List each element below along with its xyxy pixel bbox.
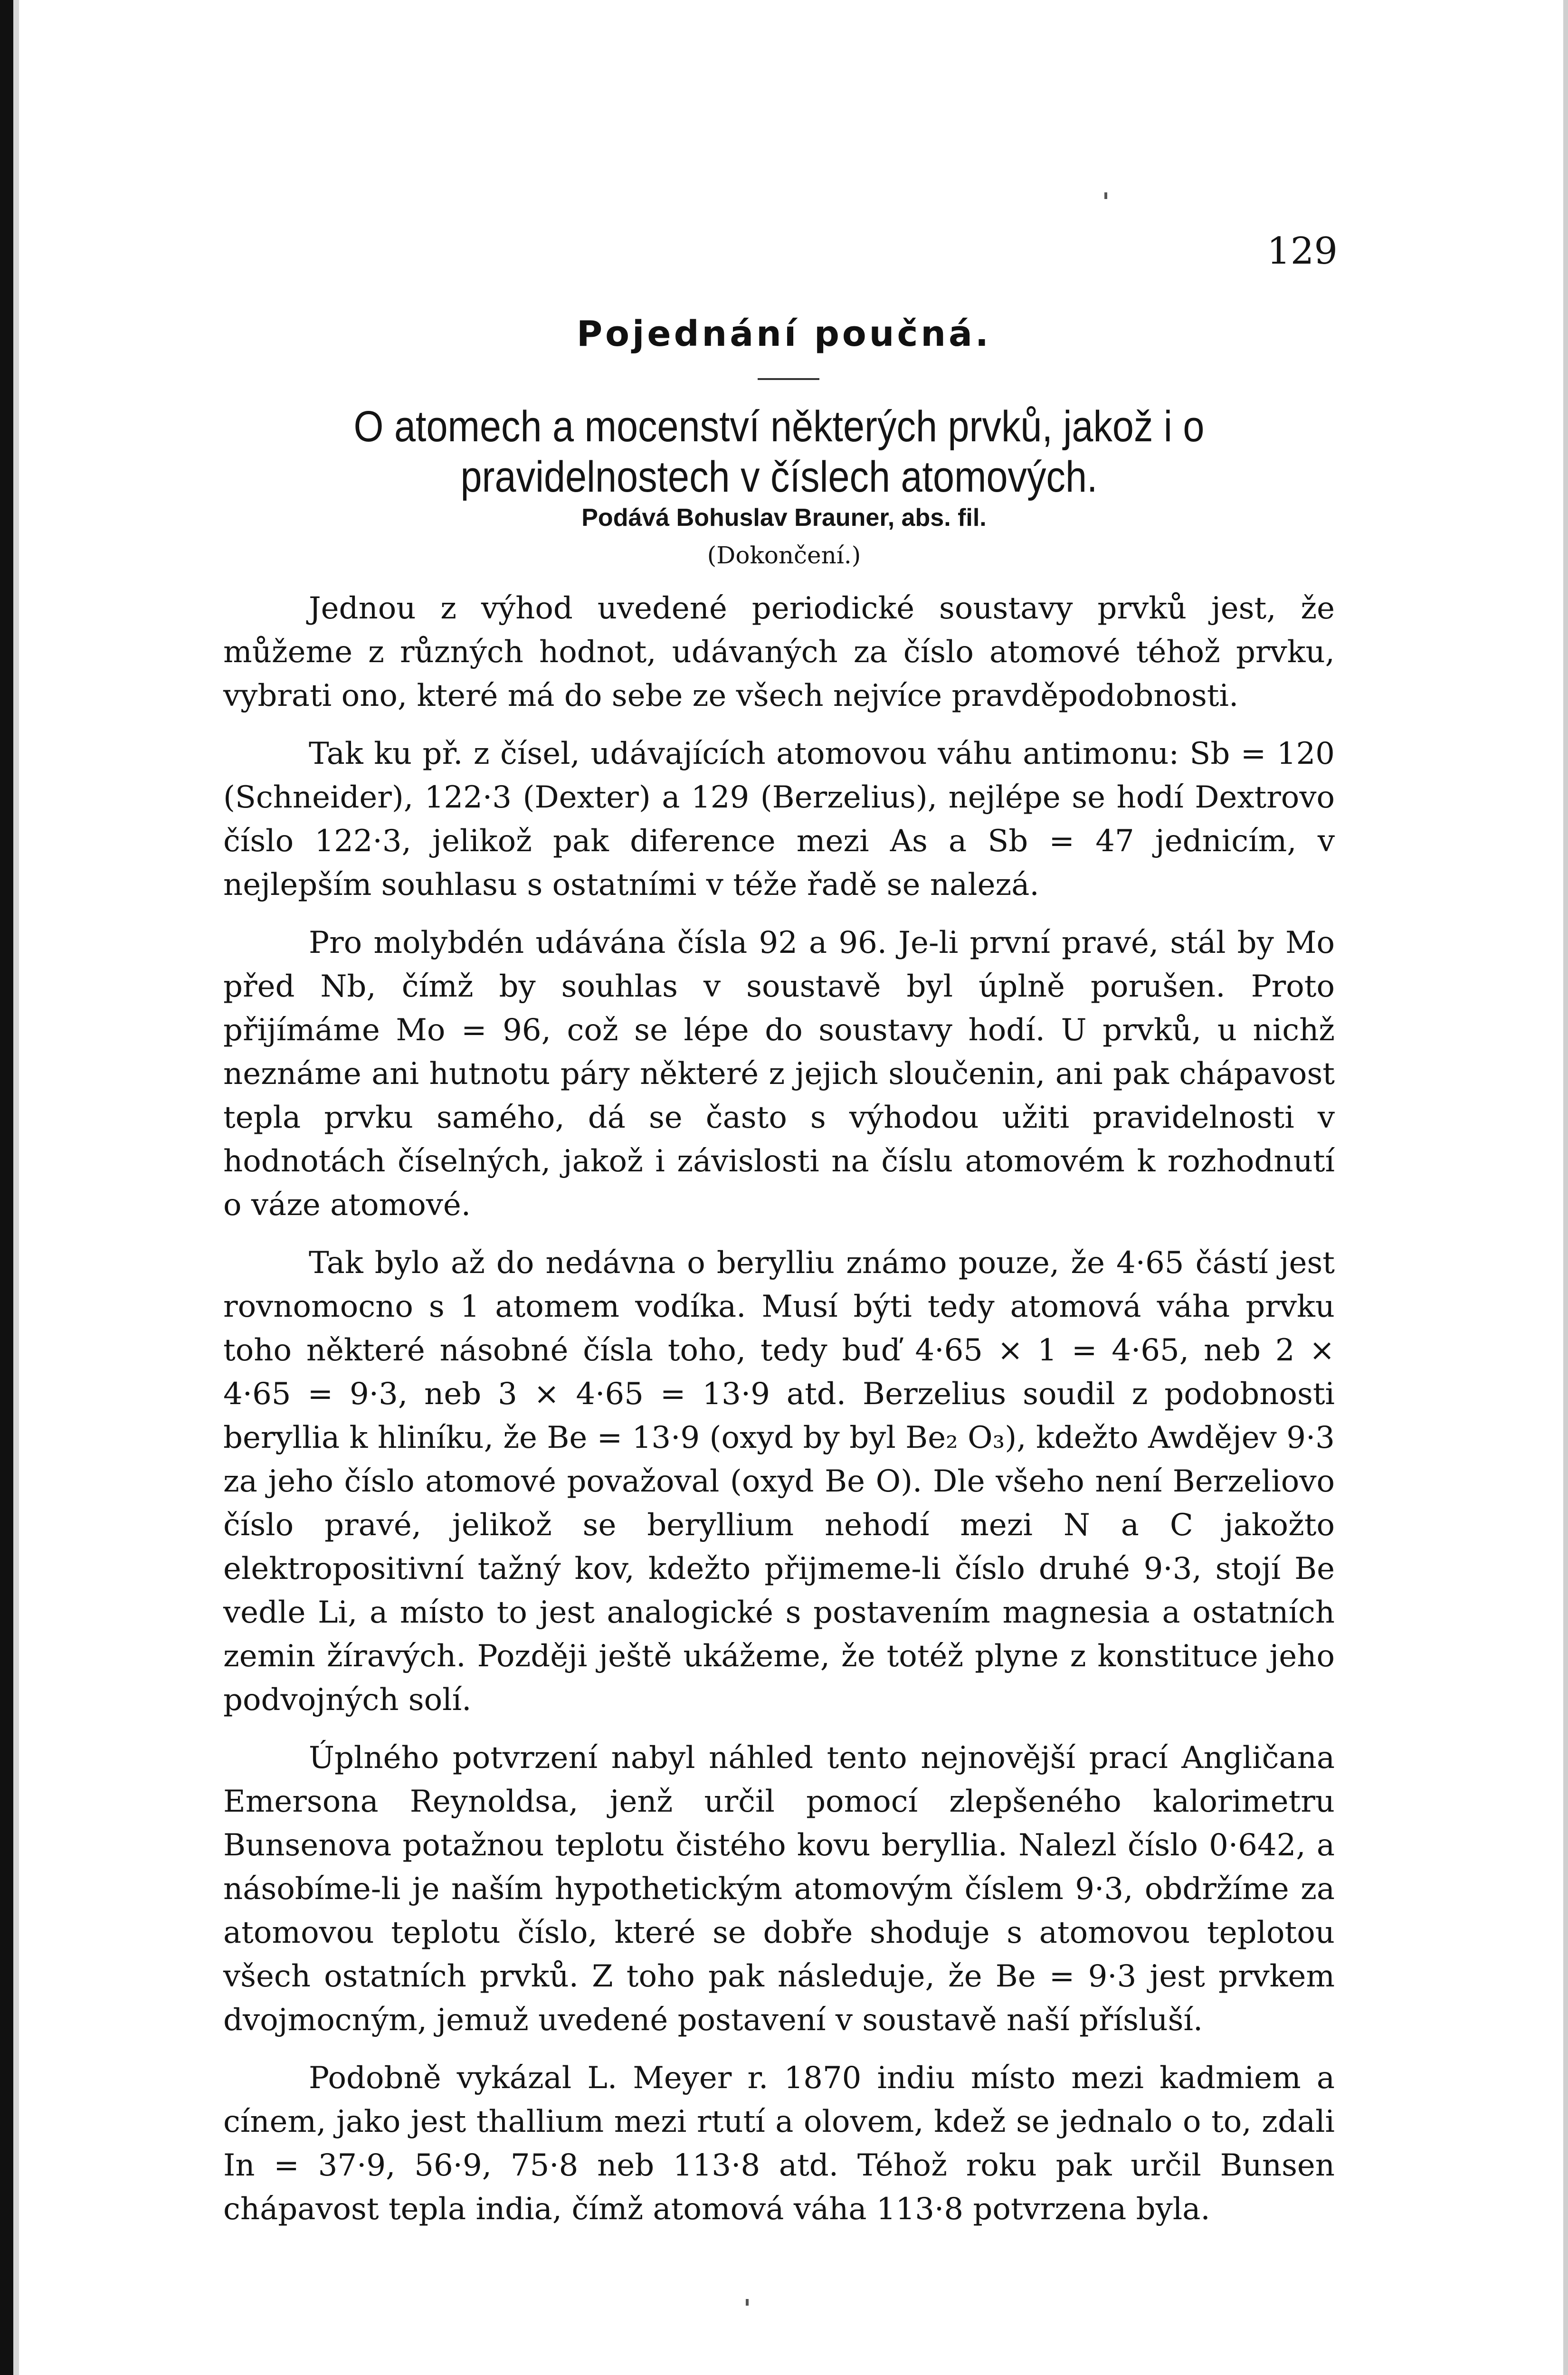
- continued-note: (Dokončení.): [707, 542, 861, 569]
- paragraph: Tak ku př. z čísel, udávajících atomovou váhu antimonu: Sb = 120 (Schneider), 122·3 (Dexter) a 129 (Berzelius), nejlépe se hodí Dextrovo číslo 122·3, jelikož pak diference mezi As a Sb = 47 jednicím, v nejlepším souhlasu s ostatními v téže řadě se nalezá.: [223, 736, 1335, 902]
- scan-left-gutter: [13, 0, 19, 2375]
- article-body: [223, 587, 1335, 2245]
- article-title: O atomech a mocenství některých prvků, jakož i o pravidelnostech v číslech atomových.: [353, 402, 1205, 501]
- paragraph: Tak bylo až do nedávna o berylliu známo pouze, že 4·65 částí jest rovnomocno s 1 atomem vodíka. Musí býti tedy atomová váha prvku toho některé násobné čísla toho, tedy buď 4·65 × 1 = 4·65, neb 2 × 4·65 = 9·3, neb 3 × 4·65 = 13·9 atd. Berzelius soudil z podobnosti beryllia k hliníku, že Be = 13·9 (oxyd by byl Be₂ O₃), kdežto Awdějev 9·3 za jeho číslo atomové považoval (oxyd Be O). Dle všeho není Berzeliovo číslo pravé, jelikož se beryllium nehodí mezi N a C jakožto elektropositivní tažný kov, kdežto přijmeme-li číslo druhé 9·3, stojí Be vedle Li, a místo to jest analogické s postavením magnesia a ostatních zemin žíravých. Později ještě ukážeme, že totéž plyne z konstituce jeho podvojných solí.: [223, 1245, 1335, 1718]
- scan-speck: [746, 2299, 749, 2306]
- paragraph: Podobně vykázal L. Meyer r. 1870 indiu místo mezi kadmiem a cínem, jako jest thallium mezi rtutí a olovem, kdež se jednalo o to, zdali In = 37·9, 56·9, 75·8 neb 113·8 atd. Téhož roku pak určil Bunsen chápavost tepla india, čímž atomová váha 113·8 potvrzena byla.: [223, 2061, 1335, 2227]
- page-number: 129: [1267, 230, 1338, 273]
- article-byline: Podává Bohuslav Brauner, abs. fil.: [581, 504, 987, 532]
- scan-left-edge: [0, 0, 13, 2375]
- scan-speck: [1104, 192, 1107, 199]
- paragraph: Jednou z výhod uvedené periodické soustavy prvků jest, že můžeme z různých hodnot, udávaných za číslo atomové téhož prvku, vybrati ono, které má do sebe ze všech nejvíce pravděpodobnosti.: [223, 591, 1335, 713]
- section-heading: Pojednání poučná.: [576, 314, 992, 354]
- heading-divider: [758, 378, 819, 380]
- paragraph: Pro molybdén udávána čísla 92 a 96. Je-li první pravé, stál by Mo před Nb, čímž by souhlas v soustavě byl úplně porušen. Proto přijímáme Mo = 96, což se lépe do soustavy hodí. U prvků, u nichž neznáme ani hutnotu páry některé z jejich sloučenin, ani pak chápavost tepla prvku samého, dá se často s výhodou užiti pravidelnosti v hodnotách číselných, jakož i závislosti na číslu atomovém k rozhodnutí o váze atomové.: [223, 925, 1335, 1223]
- paragraph: Úplného potvrzení nabyl náhled tento nejnovější prací Angličana Emersona Reynoldsa, jenž určil pomocí zlepšeného kalorimetru Bunsenova potažnou teplotu čistého kovu beryllia. Nalezl číslo 0·642, a násobíme-li je naším hypothetickým atomovým číslem 9·3, obdržíme za atomovou teplotu číslo, které se dobře shoduje s atomovou teplotou všech ostatních prvků. Z toho pak následuje, že Be = 9·3 jest prvkem dvojmocným, jemuž uvedené postavení v soustavě naší přísluší.: [223, 1740, 1335, 2038]
- scan-right-edge: [1563, 0, 1568, 2375]
